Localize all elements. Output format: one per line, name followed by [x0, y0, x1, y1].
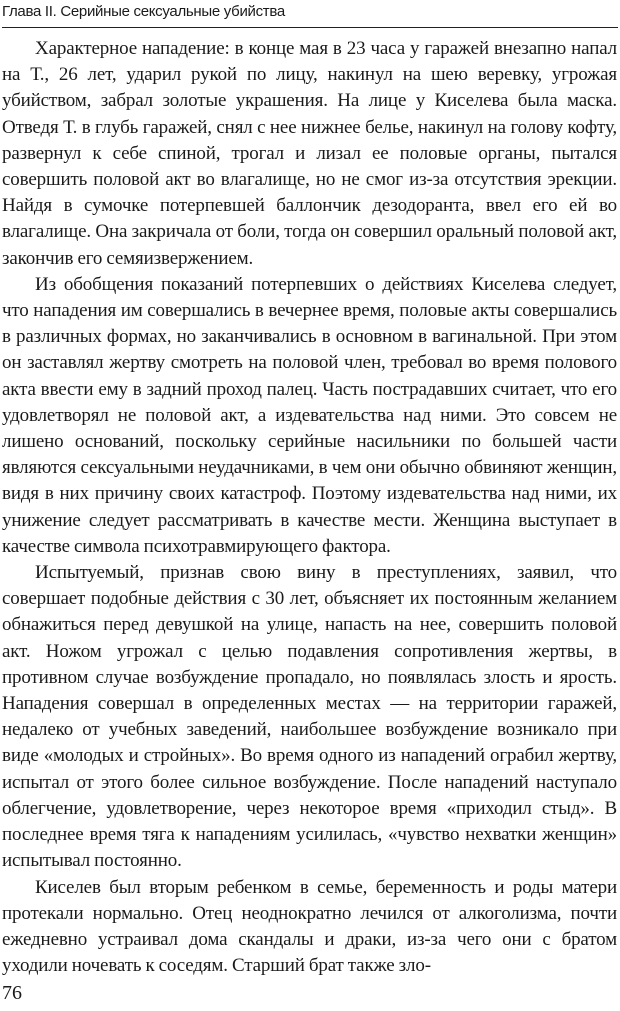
page-number: 76 [2, 982, 22, 1004]
paragraph-2: Из обобщения показаний потерпевших о действиях Киселева следует, что нападения им совершались в вечернее время, половые акты совершались в различных формах, но заканчивались в основном в вагинальной. При этом он заставлял жертву смотреть на половой член, требовал во время полового акта ввести ему в задний проход палец. Часть пострадавших считает, что его удовлетворял не половой акт, а издевательства над ними. Это совсем не лишено оснований, поскольку серийные насильники по большей части являются сексуальными неудачниками, в чем они обычно обвиняют женщин, видя в них причину своих катастроф. Поэтому издевательства над ними, их унижение следует рассматривать в качестве мести. Женщина выступает в качестве символа психотравмирующего фактора. [2, 273, 617, 557]
body-text [2, 36, 617, 979]
paragraph-3: Испытуемый, признав свою вину в преступлениях, заявил, что совершает подобные действия с 30 лет, объясняет их постоянным желанием обнажиться перед девушкой на улице, напасть на нее, совершить половой акт. Ножом угрожал с целью подавления сопротивления жертвы, в противном случае возбуждение пропадало, но появлялась злость и ярость. Нападения совершал в определенных местах — на территории гаражей, недалеко от учебных заведений, наибольшее возбуждение возникало при виде «молодых и стройных». Во время одного из нападений ограбил жертву, испытал от этого более сильное возбуждение. После нападений наступало облегчение, удовлетворение, через некоторое время «приходил стыд». В последнее время тяга к нападениям усилилась, «чувство нехватки женщин» испытывал постоянно. [2, 562, 617, 872]
header-rule [2, 27, 618, 28]
paragraph-4: Киселев был вторым ребенком в семье, беременность и роды матери протекали нормально. Отец неоднократно лечился от алкоголизма, почти ежедневно устраивал дома скандалы и драки, из-за чего они с братом уходили ночевать к соседям. Старший брат также зло- [2, 876, 617, 977]
running-header: Глава II. Серийные сексуальные убийства [2, 3, 285, 20]
paragraph-1: Характерное нападение: в конце мая в 23 часа у гаражей внезапно напал на Т., 26 лет, ударил рукой по лицу, накинул на шею веревку, угрожая убийством, забрал золотые украшения. На лице у Киселева была маска. Отведя Т. в глубь гаражей, снял с нее нижнее белье, накинул на голову кофту, развернул к себе спиной, трогал и лизал ее половые органы, пытался совершить половой акт во влагалище, но не смог из-за отсутствия эрекции. Найдя в сумочке потерпевшей баллончик дезодоранта, ввел его ей во влагалище. Она закричала от боли, тогда он совершил оральный половой акт, закончив его семяизвержением. [2, 38, 617, 269]
